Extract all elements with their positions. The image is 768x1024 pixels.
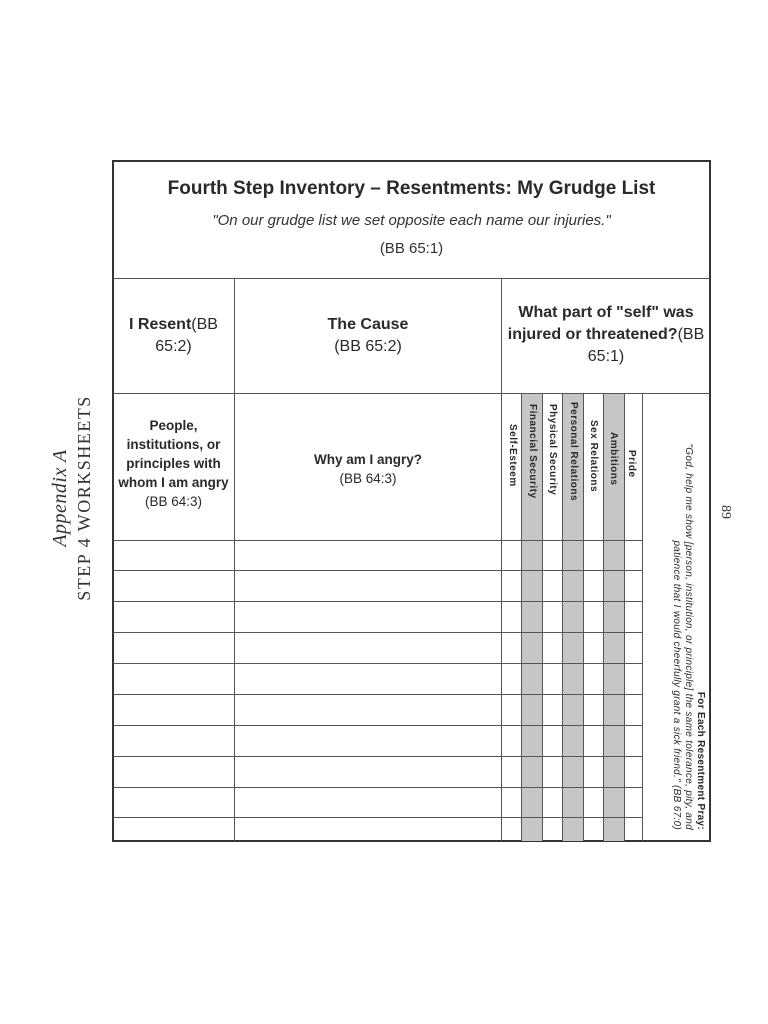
prayer-text: "God, help me show [person, institution, or principle] the same tolerance, pity, and patience that I would cheerfully grant a sick friend." (BB 67:0) (671, 443, 694, 830)
self-ref-2: 65:1) (587, 348, 625, 365)
page-number: 89 (718, 505, 733, 519)
sidebar-label (48, 348, 108, 648)
the-cause-label: The Cause (327, 316, 409, 333)
label-sex-relations: Sex Relations (588, 420, 599, 493)
header-self-injured (502, 302, 710, 368)
col-divider-self (583, 394, 584, 841)
label-financial-security: Financial Security (527, 404, 538, 499)
col-divider-self (521, 394, 522, 841)
label-ambitions: Ambitions (608, 432, 619, 486)
self-ref-1: (BB (677, 326, 705, 343)
prayer-heading: For Each Resentment Pray: (695, 691, 706, 830)
col-divider-self (603, 394, 604, 841)
subheader-why-angry (235, 450, 501, 488)
self-line-2: injured or threatened? (507, 326, 678, 343)
people-line-4: whom I am angry (118, 475, 229, 490)
i-resent-label: I Resent (129, 316, 192, 333)
worksheets-label: STEP 4 WORKSHEETS (74, 395, 94, 601)
col-divider-self (642, 394, 643, 841)
resentment-prayer (670, 420, 706, 830)
col-divider-self (624, 394, 625, 841)
people-ref: (BB 64:3) (144, 494, 203, 509)
appendix-label: Appendix A (49, 449, 71, 547)
people-line-2: institutions, or (126, 437, 221, 452)
col-divider-resent (234, 278, 235, 841)
people-line-1: People, (149, 418, 198, 433)
label-physical-security: Physical Security (547, 404, 558, 496)
worksheet-title: Fourth Step Inventory – Resentments: My Grudge List (167, 178, 656, 199)
header-i-resent (113, 314, 234, 358)
why-angry-ref: (BB 64:3) (339, 471, 397, 486)
people-line-3: principles with (126, 456, 221, 471)
i-resent-ref-1: (BB (191, 316, 218, 333)
self-line-1: What part of "self" was (518, 304, 694, 321)
why-angry-label: Why am I angry? (313, 452, 423, 467)
col-divider-self (542, 394, 543, 841)
subheader-people (113, 416, 234, 511)
the-cause-ref: (BB 65:2) (334, 338, 402, 355)
rule-header (113, 278, 710, 279)
label-personal-relations: Personal Relations (568, 402, 579, 502)
label-pride: Pride (626, 450, 637, 478)
i-resent-ref-2: 65:2) (155, 338, 192, 355)
header-the-cause (235, 314, 501, 358)
worksheet-quote: "On our grudge list we set opposite each name our injuries." (212, 212, 611, 229)
label-self-esteem: Self-Esteem (507, 424, 518, 487)
rule-colheader (113, 393, 710, 394)
worksheet-ref: (BB 65:1) (379, 240, 444, 257)
col-divider-self (562, 394, 563, 841)
